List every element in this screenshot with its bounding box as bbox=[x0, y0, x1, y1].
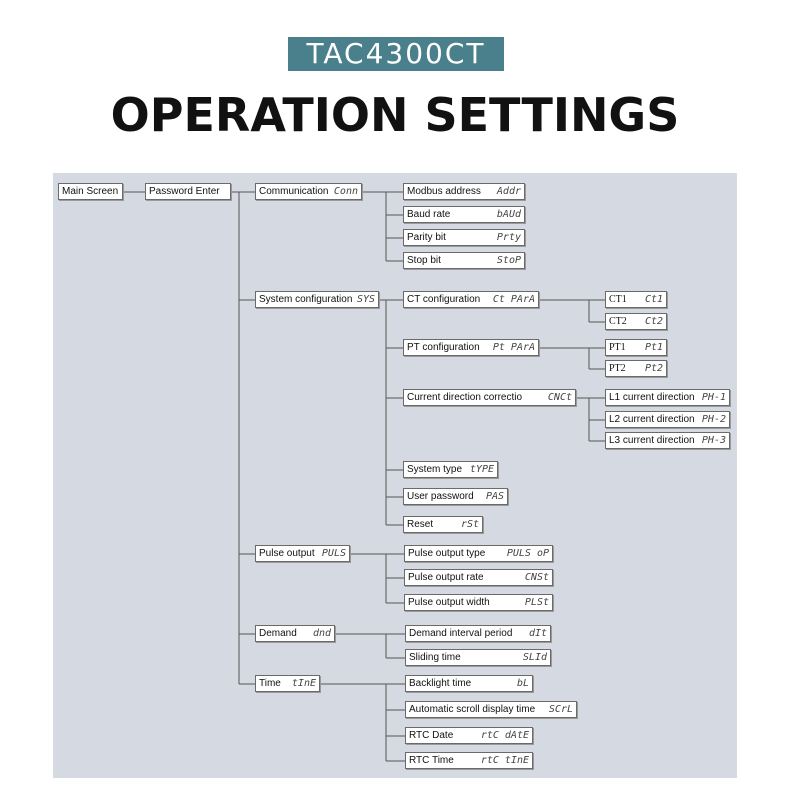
node-backlight-time bbox=[405, 675, 533, 692]
node-label: PT2 bbox=[609, 363, 626, 374]
node-code: SYS bbox=[356, 294, 375, 305]
node-modbus-address bbox=[403, 183, 525, 200]
node-auto-scroll bbox=[405, 701, 577, 718]
node-baud-rate bbox=[403, 206, 525, 223]
node-user-password bbox=[403, 488, 508, 505]
node-label: Pulse output bbox=[259, 548, 315, 559]
node-pulse-output-rate bbox=[404, 569, 553, 586]
node-label: Demand bbox=[259, 628, 297, 639]
node-label: CT1 bbox=[609, 294, 627, 305]
node-ct1 bbox=[605, 291, 667, 308]
node-label: Automatic scroll display time bbox=[409, 704, 536, 715]
node-l2-direction bbox=[605, 411, 730, 428]
node-code: rSt bbox=[460, 519, 479, 530]
node-label: Pulse output type bbox=[408, 548, 486, 559]
node-demand-interval bbox=[405, 625, 551, 642]
node-code: PH-1 bbox=[701, 392, 726, 403]
node-code: PAS bbox=[485, 491, 504, 502]
node-rtc-date bbox=[405, 727, 533, 744]
node-label: Current direction correctio bbox=[407, 392, 523, 403]
node-pulse-output bbox=[255, 545, 350, 562]
node-code: CNCt bbox=[547, 392, 572, 403]
node-label: Communication bbox=[259, 186, 329, 197]
node-code: tInE bbox=[291, 678, 316, 689]
node-label: L1 current direction bbox=[609, 392, 695, 403]
node-label: PT configuration bbox=[407, 342, 480, 353]
node-label: PT1 bbox=[609, 342, 626, 353]
node-stop-bit bbox=[403, 252, 525, 269]
menu-tree-diagram bbox=[53, 173, 737, 778]
node-label: Main Screen bbox=[62, 186, 119, 197]
node-code: Pt PArA bbox=[492, 342, 535, 353]
node-label: Parity bit bbox=[407, 232, 446, 243]
node-label: System type bbox=[407, 464, 463, 475]
node-code: Prty bbox=[496, 232, 521, 243]
node-parity-bit bbox=[403, 229, 525, 246]
node-system-configuration bbox=[255, 291, 379, 308]
node-label: Backlight time bbox=[409, 678, 472, 689]
node-label: Baud rate bbox=[407, 209, 451, 220]
node-ct2 bbox=[605, 313, 667, 330]
node-label: L2 current direction bbox=[609, 414, 695, 425]
node-code: SLId bbox=[522, 652, 547, 663]
node-reset bbox=[403, 516, 483, 533]
node-pt2 bbox=[605, 360, 667, 377]
node-current-direction bbox=[403, 389, 576, 406]
node-code: bL bbox=[516, 678, 529, 689]
node-code: PULS oP bbox=[506, 548, 549, 559]
node-label: Demand interval period bbox=[409, 628, 513, 639]
node-rtc-time bbox=[405, 752, 533, 769]
node-label: Reset bbox=[407, 519, 434, 530]
node-label: CT2 bbox=[609, 316, 627, 327]
node-code: Addr bbox=[496, 186, 521, 197]
node-code: Pt2 bbox=[644, 363, 663, 374]
node-code: Conn bbox=[333, 186, 358, 197]
node-code: rtC tInE bbox=[480, 755, 529, 766]
node-label: Time bbox=[259, 678, 281, 689]
node-l1-direction bbox=[605, 389, 730, 406]
node-code: SCrL bbox=[548, 704, 573, 715]
node-code: Pt1 bbox=[644, 342, 663, 353]
node-code: Ct2 bbox=[644, 316, 663, 327]
node-code: dnd bbox=[312, 628, 331, 639]
node-label: Password Enter bbox=[149, 186, 220, 197]
connector-lines bbox=[53, 173, 737, 778]
node-main-screen bbox=[58, 183, 123, 200]
node-label: Modbus address bbox=[407, 186, 481, 197]
node-l3-direction bbox=[605, 432, 730, 449]
node-password-enter bbox=[145, 183, 231, 200]
node-label: CT configuration bbox=[407, 294, 481, 305]
node-system-type bbox=[403, 461, 498, 478]
node-label: Pulse output width bbox=[408, 597, 490, 608]
node-label: System configuration bbox=[259, 294, 353, 305]
node-code: PLSt bbox=[524, 597, 549, 608]
node-code: PH-2 bbox=[701, 414, 726, 425]
page-title: OPERATION SETTINGS bbox=[110, 88, 680, 142]
node-code: rtC dAtE bbox=[480, 730, 529, 741]
node-code: PULS bbox=[321, 548, 346, 559]
node-label: Pulse output rate bbox=[408, 572, 484, 583]
node-communication bbox=[255, 183, 362, 200]
node-label: L3 current direction bbox=[609, 435, 695, 446]
node-code: StoP bbox=[496, 255, 521, 266]
node-code: dIt bbox=[528, 628, 547, 639]
node-label: RTC Date bbox=[409, 730, 454, 741]
node-ct-configuration bbox=[403, 291, 539, 308]
node-pt1 bbox=[605, 339, 667, 356]
node-code: CNSt bbox=[524, 572, 549, 583]
node-code: tYPE bbox=[469, 464, 494, 475]
node-label: Stop bit bbox=[407, 255, 441, 266]
node-label: Sliding time bbox=[409, 652, 461, 663]
node-pt-configuration bbox=[403, 339, 539, 356]
node-label: User password bbox=[407, 491, 474, 502]
model-tag: TAC4300CT bbox=[288, 37, 504, 71]
node-code: Ct PArA bbox=[492, 294, 535, 305]
node-pulse-output-width bbox=[404, 594, 553, 611]
node-demand bbox=[255, 625, 335, 642]
node-sliding-time bbox=[405, 649, 551, 666]
node-code: bAUd bbox=[496, 209, 521, 220]
node-time bbox=[255, 675, 320, 692]
node-label: RTC Time bbox=[409, 755, 454, 766]
node-code: Ct1 bbox=[644, 294, 663, 305]
node-code: PH-3 bbox=[701, 435, 726, 446]
node-pulse-output-type bbox=[404, 545, 553, 562]
